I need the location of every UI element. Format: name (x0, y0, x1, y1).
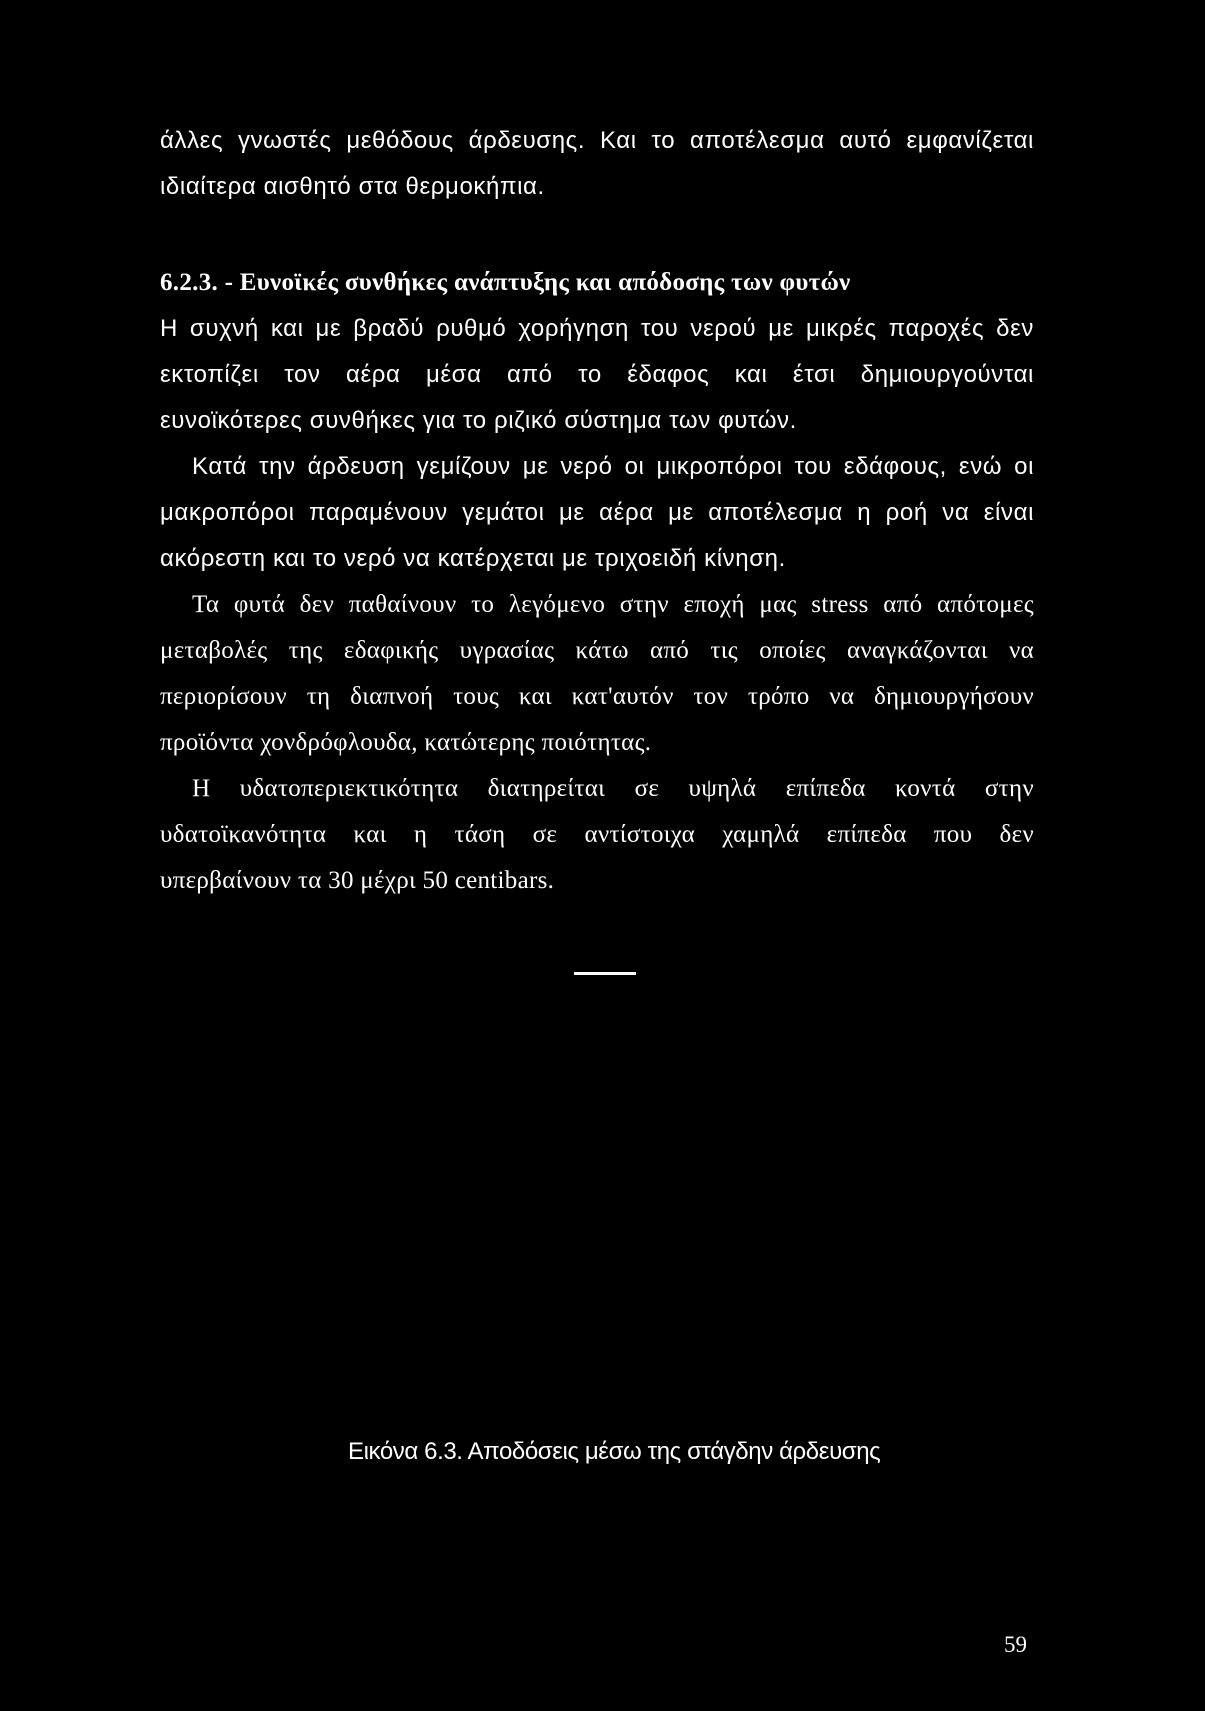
text-line: Κατά την άρδευση γεμίζουν με νερό οι μικροπόροι του εδάφους, ενώ οι (192, 453, 1034, 480)
paragraph-3 (160, 582, 1034, 766)
section-heading: 6.2.3. - Ευνοϊκές συνθήκες ανάπτυξης και απόδοσης των φυτών (160, 269, 851, 296)
text-line: μεταβολές της εδαφικής υγρασίας κάτω από τις οποίες αναγκάζονται να (160, 637, 1034, 664)
section-body (160, 306, 1034, 904)
text-line: υδατοϊκανότητα και η τάση σε αντίστοιχα χαμηλά επίπεδα που δεν (160, 821, 1034, 848)
text-line: ιδιαίτερα αισθητό στα θερμοκήπια. (160, 173, 545, 200)
text-line: μακροπόροι παραμένουν γεμάτοι με αέρα με αποτέλεσμα η ροή να είναι (160, 499, 1034, 526)
paragraph-4 (160, 766, 1034, 904)
text-line: προϊόντα χονδρόφλουδα, κατώτερης ποιότητας. (160, 729, 652, 756)
page-number: 59 (1004, 1632, 1027, 1657)
section-heading-block (160, 260, 1034, 306)
text-line: εκτοπίζει τον αέρα μέσα από το έδαφος και έτσι δημιουργούνται (160, 361, 1034, 388)
text-line: Τα φυτά δεν παθαίνουν το λεγόμενο στην εποχή μας stress από απότομες (192, 591, 1034, 618)
paragraph-2 (160, 444, 1034, 582)
paragraph-1 (160, 306, 1034, 444)
text-line: περιορίσουν τη διαπνοή τους και κατ'αυτόν τον τρόπο να δημιουργήσουν (160, 683, 1034, 710)
text-line: Η υδατοπεριεκτικότητα διατηρείται σε υψηλά επίπεδα κοντά στην (192, 775, 1034, 802)
decorative-dash (574, 972, 636, 975)
figure-caption: Εικόνα 6.3. Αποδόσεις μέσω της στάγδην άρδευσης (348, 1438, 881, 1465)
text-line: Η συχνή και με βραδύ ρυθμό χορήγηση του νερού με μικρές παροχές δεν (160, 315, 1034, 342)
text-line: ακόρεστη και το νερό να κατέρχεται με τριχοειδή κίνηση. (160, 545, 786, 572)
text-line: υπερβαίνουν τα 30 μέχρι 50 centibars. (160, 867, 555, 894)
text-line: ευνοϊκότερες συνθήκες για το ριζικό σύστημα των φυτών. (160, 407, 797, 434)
intro-paragraph (160, 118, 1034, 210)
text-line: άλλες γνωστές μεθόδους άρδευσης. Και το αποτέλεσμα αυτό εμφανίζεται (160, 127, 1034, 154)
